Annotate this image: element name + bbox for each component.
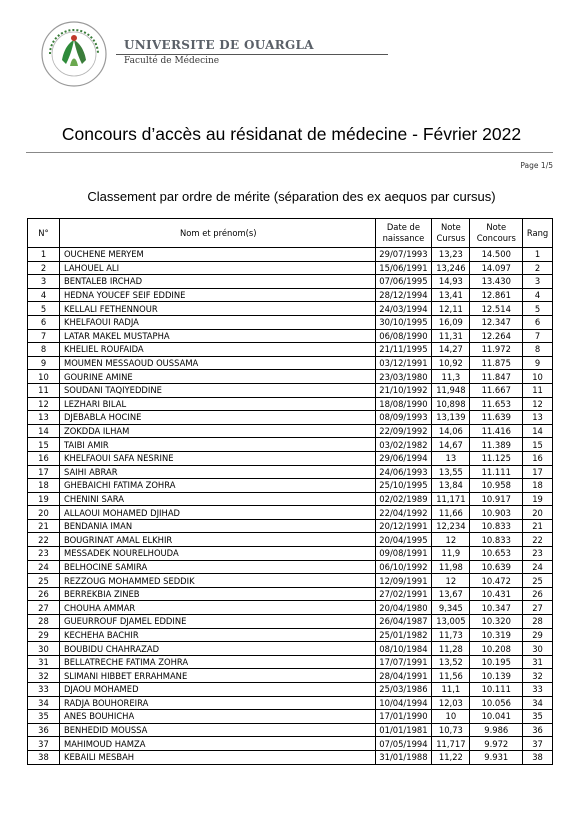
cell-rank: 30 — [523, 642, 553, 656]
cell-cursus-score: 11,98 — [432, 560, 470, 574]
table-row — [28, 451, 553, 465]
cell-concours-score: 10.319 — [470, 628, 523, 642]
ranking-subtitle: Classement par ordre de mérite (séparation des ex aequos par cursus) — [87, 189, 496, 204]
cell-cursus-score: 11,66 — [432, 506, 470, 520]
cell-rank: 37 — [523, 737, 553, 751]
university-logo — [40, 20, 108, 88]
header-cursus — [432, 219, 470, 248]
cell-concours-score: 10.903 — [470, 506, 523, 520]
cell-rank: 22 — [523, 533, 553, 547]
cell-birthdate: 09/08/1991 — [375, 547, 432, 561]
cell-cursus-score: 13,84 — [432, 479, 470, 493]
cell-rank: 20 — [523, 506, 553, 520]
cell-name: LAHOUEL ALI — [59, 261, 375, 275]
cell-cursus-score: 9,345 — [432, 601, 470, 615]
cell-rank: 3 — [523, 275, 553, 289]
cell-concours-score: 12.347 — [470, 315, 523, 329]
cell-cursus-score: 13,005 — [432, 615, 470, 629]
cell-name: MOUMEN MESSAOUD OUSSAMA — [59, 356, 375, 370]
cell-name: REZZOUG MOHAMMED SEDDIK — [59, 574, 375, 588]
cell-concours-score: 11.389 — [470, 438, 523, 452]
cell-birthdate: 01/01/1981 — [375, 723, 432, 737]
cell-cursus-score: 13,41 — [432, 288, 470, 302]
title-divider — [26, 152, 553, 153]
cell-birthdate: 22/04/1992 — [375, 506, 432, 520]
cell-concours-score: 11.416 — [470, 424, 523, 438]
cell-concours-score: 11.111 — [470, 465, 523, 479]
cell-name: SAIHI ABRAR — [59, 465, 375, 479]
cell-concours-score: 10.111 — [470, 683, 523, 697]
header-date-line1: Date de — [386, 222, 421, 232]
cell-cursus-score: 12,03 — [432, 696, 470, 710]
table-row — [28, 261, 553, 275]
cell-cursus-score: 16,09 — [432, 315, 470, 329]
table-row — [28, 587, 553, 601]
cell-concours-score: 10.431 — [470, 587, 523, 601]
cell-name: BELLATRECHE FATIMA ZOHRA — [59, 655, 375, 669]
cell-name: ALLAOUI MOHAMED DJIHAD — [59, 506, 375, 520]
cell-birthdate: 06/08/1990 — [375, 329, 432, 343]
cell-no: 3 — [28, 275, 60, 289]
cell-birthdate: 24/03/1994 — [375, 302, 432, 316]
cell-no: 5 — [28, 302, 60, 316]
cell-no: 2 — [28, 261, 60, 275]
cell-concours-score: 10.347 — [470, 601, 523, 615]
cell-rank: 26 — [523, 587, 553, 601]
cell-name: KHELIEL ROUFAIDA — [59, 343, 375, 357]
cell-no: 31 — [28, 655, 60, 669]
cell-rank: 21 — [523, 519, 553, 533]
table-row — [28, 750, 553, 764]
table-row — [28, 669, 553, 683]
cell-birthdate: 22/09/1992 — [375, 424, 432, 438]
cell-concours-score: 10.472 — [470, 574, 523, 588]
cell-birthdate: 21/10/1992 — [375, 383, 432, 397]
cell-concours-score: 14.097 — [470, 261, 523, 275]
cell-concours-score: 11.847 — [470, 370, 523, 384]
cell-no: 13 — [28, 411, 60, 425]
cell-concours-score: 10.208 — [470, 642, 523, 656]
table-row — [28, 479, 553, 493]
cell-no: 25 — [28, 574, 60, 588]
cell-cursus-score: 11,22 — [432, 750, 470, 764]
cell-no: 29 — [28, 628, 60, 642]
cell-rank: 6 — [523, 315, 553, 329]
cell-rank: 18 — [523, 479, 553, 493]
cell-concours-score: 13.430 — [470, 275, 523, 289]
cell-no: 30 — [28, 642, 60, 656]
cell-cursus-score: 11,56 — [432, 669, 470, 683]
table-row — [28, 506, 553, 520]
table-row — [28, 683, 553, 697]
cell-concours-score: 14.500 — [470, 248, 523, 262]
table-row — [28, 696, 553, 710]
table-row — [28, 655, 553, 669]
table-row — [28, 397, 553, 411]
cell-cursus-score: 13 — [432, 451, 470, 465]
cell-name: LEZHARI BILAL — [59, 397, 375, 411]
cell-rank: 32 — [523, 669, 553, 683]
cell-concours-score: 11.972 — [470, 343, 523, 357]
cell-birthdate: 12/09/1991 — [375, 574, 432, 588]
cell-rank: 7 — [523, 329, 553, 343]
cell-concours-score: 9.986 — [470, 723, 523, 737]
cell-name: BOUGRINAT AMAL ELKHIR — [59, 533, 375, 547]
cell-birthdate: 03/12/1991 — [375, 356, 432, 370]
cell-name: KELLALI FETHENNOUR — [59, 302, 375, 316]
cell-name: MAHIMOUD HAMZA — [59, 737, 375, 751]
cell-birthdate: 06/10/1992 — [375, 560, 432, 574]
cell-rank: 29 — [523, 628, 553, 642]
cell-no: 6 — [28, 315, 60, 329]
cell-cursus-score: 10,898 — [432, 397, 470, 411]
cell-birthdate: 21/11/1995 — [375, 343, 432, 357]
header-concours — [470, 219, 523, 248]
cell-name: DJEBABLA HOCINE — [59, 411, 375, 425]
header-date-line2: naissance — [382, 233, 425, 243]
cell-name: CHENINI SARA — [59, 492, 375, 506]
table-row — [28, 275, 553, 289]
cell-name: BENTALEB IRCHAD — [59, 275, 375, 289]
cell-rank: 24 — [523, 560, 553, 574]
cell-birthdate: 07/05/1994 — [375, 737, 432, 751]
cell-no: 28 — [28, 615, 60, 629]
cell-concours-score: 11.875 — [470, 356, 523, 370]
table-row — [28, 519, 553, 533]
cell-concours-score: 10.320 — [470, 615, 523, 629]
faculty-name: Faculté de Médecine — [124, 56, 220, 66]
table-row — [28, 465, 553, 479]
cell-name: SOUDANI TAQIYEDDINE — [59, 383, 375, 397]
cell-rank: 25 — [523, 574, 553, 588]
cell-rank: 8 — [523, 343, 553, 357]
cell-birthdate: 26/04/1987 — [375, 615, 432, 629]
cell-name: BELHOCINE SAMIRA — [59, 560, 375, 574]
table-row — [28, 723, 553, 737]
cell-no: 36 — [28, 723, 60, 737]
cell-cursus-score: 11,717 — [432, 737, 470, 751]
cell-cursus-score: 13,246 — [432, 261, 470, 275]
table-row — [28, 628, 553, 642]
cell-no: 27 — [28, 601, 60, 615]
cell-no: 34 — [28, 696, 60, 710]
cell-no: 38 — [28, 750, 60, 764]
cell-no: 20 — [28, 506, 60, 520]
cell-birthdate: 25/01/1982 — [375, 628, 432, 642]
header-concours-line1: Note — [486, 222, 507, 232]
cell-concours-score: 12.861 — [470, 288, 523, 302]
cell-name: BOUBIDU CHAHRAZAD — [59, 642, 375, 656]
cell-birthdate: 08/09/1993 — [375, 411, 432, 425]
cell-rank: 10 — [523, 370, 553, 384]
cell-no: 35 — [28, 710, 60, 724]
cell-birthdate: 20/04/1995 — [375, 533, 432, 547]
cell-rank: 17 — [523, 465, 553, 479]
cell-name: RADJA BOUHOREIRA — [59, 696, 375, 710]
cell-name: OUCHENE MERYEM — [59, 248, 375, 262]
cell-birthdate: 27/02/1991 — [375, 587, 432, 601]
cell-no: 23 — [28, 547, 60, 561]
cell-concours-score: 10.139 — [470, 669, 523, 683]
cell-no: 8 — [28, 343, 60, 357]
table-row — [28, 411, 553, 425]
cell-birthdate: 23/03/1980 — [375, 370, 432, 384]
table-row — [28, 288, 553, 302]
cell-birthdate: 18/08/1990 — [375, 397, 432, 411]
cell-birthdate: 24/06/1993 — [375, 465, 432, 479]
cell-concours-score: 10.833 — [470, 519, 523, 533]
cell-cursus-score: 13,23 — [432, 248, 470, 262]
cell-name: BENHEDID MOUSSA — [59, 723, 375, 737]
cell-name: BENDANIA IMAN — [59, 519, 375, 533]
table-row — [28, 547, 553, 561]
header-concours-line2: Concours — [476, 233, 516, 243]
cell-birthdate: 28/12/1994 — [375, 288, 432, 302]
cell-cursus-score: 14,06 — [432, 424, 470, 438]
table-row — [28, 438, 553, 452]
cell-name: KHELFAOUI RADJA — [59, 315, 375, 329]
table-row — [28, 315, 553, 329]
cell-concours-score: 9.931 — [470, 750, 523, 764]
cell-concours-score: 12.264 — [470, 329, 523, 343]
cell-concours-score: 10.917 — [470, 492, 523, 506]
cell-cursus-score: 11,171 — [432, 492, 470, 506]
cell-name: ANES BOUHICHA — [59, 710, 375, 724]
cell-birthdate: 28/04/1991 — [375, 669, 432, 683]
cell-name: ZOKDDA ILHAM — [59, 424, 375, 438]
table-row — [28, 533, 553, 547]
cell-no: 7 — [28, 329, 60, 343]
cell-rank: 34 — [523, 696, 553, 710]
cell-birthdate: 07/06/1995 — [375, 275, 432, 289]
cell-cursus-score: 10,92 — [432, 356, 470, 370]
cell-cursus-score: 11,948 — [432, 383, 470, 397]
cell-rank: 9 — [523, 356, 553, 370]
cell-cursus-score: 10 — [432, 710, 470, 724]
cell-no: 15 — [28, 438, 60, 452]
cell-rank: 14 — [523, 424, 553, 438]
table-row — [28, 370, 553, 384]
cell-cursus-score: 14,67 — [432, 438, 470, 452]
cell-no: 24 — [28, 560, 60, 574]
cell-name: GUEURROUF DJAMEL EDDINE — [59, 615, 375, 629]
cell-cursus-score: 13,52 — [432, 655, 470, 669]
cell-no: 18 — [28, 479, 60, 493]
cell-cursus-score: 13,139 — [432, 411, 470, 425]
cell-no: 21 — [28, 519, 60, 533]
cell-cursus-score: 12,234 — [432, 519, 470, 533]
table-header-row — [28, 219, 553, 248]
cell-cursus-score: 14,27 — [432, 343, 470, 357]
cell-no: 22 — [28, 533, 60, 547]
university-name: UNIVERSITE DE OUARGLA — [124, 38, 314, 52]
cell-name: GHEBAICHI FATIMA ZOHRA — [59, 479, 375, 493]
cell-rank: 1 — [523, 248, 553, 262]
cell-birthdate: 25/10/1995 — [375, 479, 432, 493]
cell-cursus-score: 11,1 — [432, 683, 470, 697]
header-rang: Rang — [523, 219, 553, 248]
cell-rank: 27 — [523, 601, 553, 615]
cell-concours-score: 11.125 — [470, 451, 523, 465]
table-row — [28, 710, 553, 724]
cell-name: TAIBI AMIR — [59, 438, 375, 452]
cell-birthdate: 31/01/1988 — [375, 750, 432, 764]
cell-cursus-score: 11,28 — [432, 642, 470, 656]
cell-birthdate: 03/02/1982 — [375, 438, 432, 452]
table-row — [28, 248, 553, 262]
cell-rank: 31 — [523, 655, 553, 669]
table-row — [28, 302, 553, 316]
cell-concours-score: 10.041 — [470, 710, 523, 724]
cell-name: HEDNA YOUCEF SEIF EDDINE — [59, 288, 375, 302]
cell-name: GOURINE AMINE — [59, 370, 375, 384]
cell-no: 11 — [28, 383, 60, 397]
page-title: Concours d’accès au résidanat de médecine - Février 2022 — [61, 124, 522, 144]
cell-cursus-score: 12 — [432, 574, 470, 588]
cell-name: BERREKBIA ZINEB — [59, 587, 375, 601]
cell-concours-score: 12.514 — [470, 302, 523, 316]
cell-birthdate: 30/10/1995 — [375, 315, 432, 329]
cell-no: 10 — [28, 370, 60, 384]
cell-concours-score: 10.958 — [470, 479, 523, 493]
cell-concours-score: 10.653 — [470, 547, 523, 561]
table-row — [28, 329, 553, 343]
cell-concours-score: 9.972 — [470, 737, 523, 751]
cell-no: 1 — [28, 248, 60, 262]
cell-rank: 11 — [523, 383, 553, 397]
header-cursus-line2: Cursus — [436, 233, 466, 243]
cell-rank: 38 — [523, 750, 553, 764]
cell-rank: 33 — [523, 683, 553, 697]
cell-rank: 28 — [523, 615, 553, 629]
cell-birthdate: 10/04/1994 — [375, 696, 432, 710]
table-row — [28, 601, 553, 615]
cell-birthdate: 29/07/1993 — [375, 248, 432, 262]
cell-cursus-score: 14,93 — [432, 275, 470, 289]
cell-no: 4 — [28, 288, 60, 302]
table-row — [28, 574, 553, 588]
table-row — [28, 642, 553, 656]
cell-name: KHELFAOUI SAFA NESRINE — [59, 451, 375, 465]
cell-concours-score: 10.833 — [470, 533, 523, 547]
cell-concours-score: 10.195 — [470, 655, 523, 669]
cell-concours-score: 11.667 — [470, 383, 523, 397]
header-no: N° — [28, 219, 60, 248]
cell-cursus-score: 11,31 — [432, 329, 470, 343]
cell-name: KEBAILI MESBAH — [59, 750, 375, 764]
cell-cursus-score: 11,9 — [432, 547, 470, 561]
cell-no: 37 — [28, 737, 60, 751]
header-divider — [116, 54, 388, 55]
cell-concours-score: 11.653 — [470, 397, 523, 411]
cell-birthdate: 25/03/1986 — [375, 683, 432, 697]
cell-rank: 35 — [523, 710, 553, 724]
cell-no: 14 — [28, 424, 60, 438]
cell-cursus-score: 13,55 — [432, 465, 470, 479]
cell-concours-score: 10.056 — [470, 696, 523, 710]
cell-name: LATAR MAKEL MUSTAPHA — [59, 329, 375, 343]
cell-cursus-score: 11,3 — [432, 370, 470, 384]
cell-rank: 19 — [523, 492, 553, 506]
cell-cursus-score: 12 — [432, 533, 470, 547]
cell-rank: 2 — [523, 261, 553, 275]
cell-birthdate: 29/06/1994 — [375, 451, 432, 465]
table-row — [28, 492, 553, 506]
table-row — [28, 737, 553, 751]
header-name: Nom et prénom(s) — [59, 219, 375, 248]
cell-cursus-score: 11,73 — [432, 628, 470, 642]
cell-cursus-score: 13,67 — [432, 587, 470, 601]
cell-concours-score: 11.639 — [470, 411, 523, 425]
cell-birthdate: 17/01/1990 — [375, 710, 432, 724]
cell-concours-score: 10.639 — [470, 560, 523, 574]
cell-name: SLIMANI HIBBET ERRAHMANE — [59, 669, 375, 683]
cell-no: 26 — [28, 587, 60, 601]
cell-no: 32 — [28, 669, 60, 683]
cell-no: 16 — [28, 451, 60, 465]
cell-birthdate: 02/02/1989 — [375, 492, 432, 506]
page-number: Page 1/5 — [520, 161, 553, 170]
cell-birthdate: 08/10/1984 — [375, 642, 432, 656]
cell-rank: 13 — [523, 411, 553, 425]
cell-birthdate: 15/06/1991 — [375, 261, 432, 275]
ranking-table — [27, 218, 553, 765]
cell-no: 19 — [28, 492, 60, 506]
cell-cursus-score: 12,11 — [432, 302, 470, 316]
cell-no: 17 — [28, 465, 60, 479]
table-row — [28, 615, 553, 629]
cell-rank: 5 — [523, 302, 553, 316]
cell-cursus-score: 10,73 — [432, 723, 470, 737]
table-row — [28, 383, 553, 397]
table-row — [28, 424, 553, 438]
cell-name: MESSADEK NOURELHOUDA — [59, 547, 375, 561]
cell-no: 9 — [28, 356, 60, 370]
cell-birthdate: 17/07/1991 — [375, 655, 432, 669]
cell-name: CHOUHA AMMAR — [59, 601, 375, 615]
cell-no: 33 — [28, 683, 60, 697]
cell-rank: 4 — [523, 288, 553, 302]
header-date — [375, 219, 432, 248]
cell-birthdate: 20/12/1991 — [375, 519, 432, 533]
cell-rank: 36 — [523, 723, 553, 737]
cell-rank: 16 — [523, 451, 553, 465]
table-row — [28, 356, 553, 370]
header-cursus-line1: Note — [440, 222, 461, 232]
cell-rank: 15 — [523, 438, 553, 452]
cell-rank: 23 — [523, 547, 553, 561]
cell-no: 12 — [28, 397, 60, 411]
cell-name: KECHEHA BACHIR — [59, 628, 375, 642]
table-row — [28, 343, 553, 357]
cell-name: DJAOU MOHAMED — [59, 683, 375, 697]
cell-rank: 12 — [523, 397, 553, 411]
cell-birthdate: 20/04/1980 — [375, 601, 432, 615]
table-row — [28, 560, 553, 574]
